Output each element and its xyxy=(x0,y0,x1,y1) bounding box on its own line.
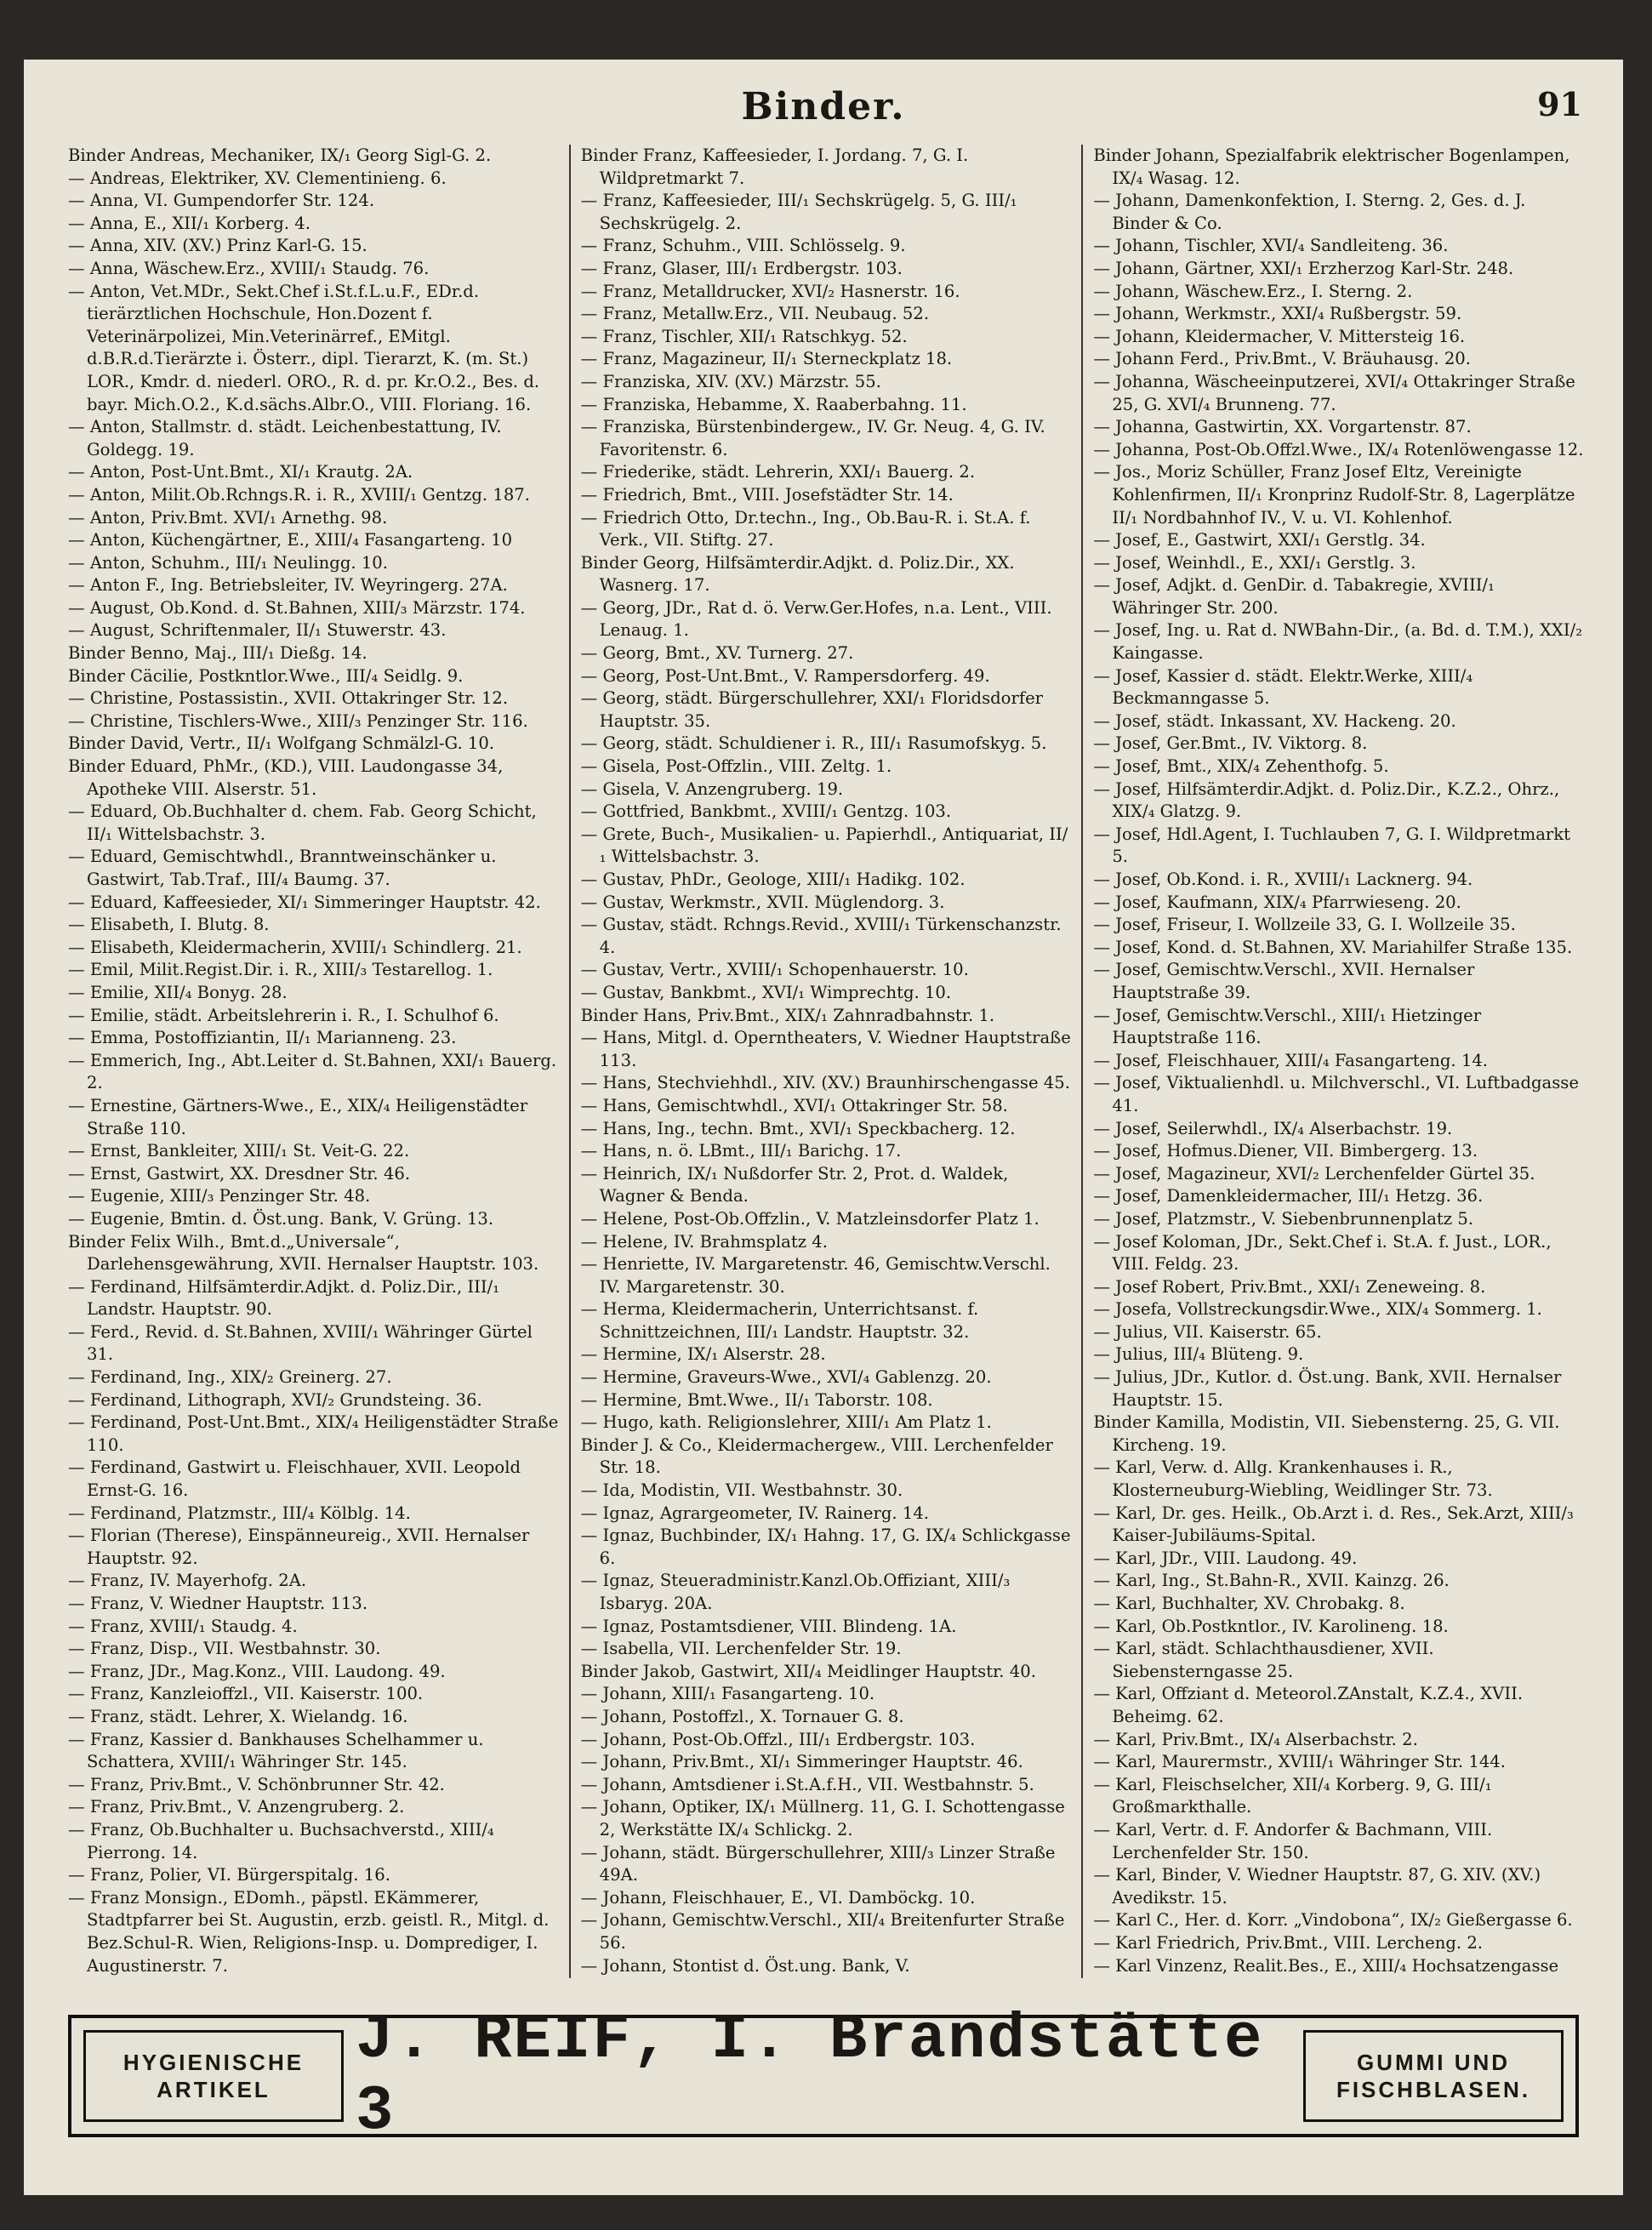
directory-entry: Binder Johann, Spezialfabrik elektrischer Bogenlampen, IX/₄ Wasag. 12. xyxy=(1093,145,1570,188)
directory-entry: Binder Eduard, PhMr., (KD.), VIII. Laudongasse 34, Apotheke VIII. Alserstr. 51. xyxy=(68,756,504,799)
directory-entry: — Georg, Post-Unt.Bmt., V. Rampersdorferg. 49. xyxy=(580,665,990,686)
directory-entry: — Herma, Kleidermacherin, Unterrichtsanst. f. Schnittzeichnen, III/₁ Landstr. Hauptstr. 32. xyxy=(580,1299,979,1342)
directory-entry: — Johann, XIII/₁ Fasangarteng. 10. xyxy=(580,1684,875,1704)
directory-entry: — Emil, Milit.Regist.Dir. i. R., XIII/₃ Testarellog. 1. xyxy=(68,960,493,980)
directory-entry: — Josef, Hofmus.Diener, VII. Bimbergerg. 13. xyxy=(1093,1141,1478,1161)
directory-entry: — Johanna, Wäscheeinputzerei, XVI/₄ Ottakringer Straße 25, G. XVI/₄ Brunneng. 77. xyxy=(1093,371,1575,414)
directory-entry: — Josef, Kassier d. städt. Elektr.Werke, XIII/₄ Beckmanngasse 5. xyxy=(1093,665,1473,709)
directory-entry: Binder Franz, Kaffeesieder, I. Jordang. 7, G. I. Wildpretmarkt 7. xyxy=(580,145,969,188)
directory-entry: — Josef, Hdl.Agent, I. Tuchlauben 7, G. I. Wildpretmarkt 5. xyxy=(1093,824,1571,867)
directory-entry: — Ferdinand, Ing., XIX/₂ Greinerg. 27. xyxy=(68,1367,392,1388)
directory-entry: — Franz, Metalldrucker, XVI/₂ Hasnerstr. 16. xyxy=(580,281,960,301)
directory-entry: — Ignaz, Buchbinder, IX/₁ Hahng. 17, G. IX/₄ Schlickgasse 6. xyxy=(580,1526,1071,1568)
directory-entry: — Johanna, Gastwirtin, XX. Vorgartenstr. 87. xyxy=(1093,417,1472,437)
directory-entry: — Josef, Damenkleidermacher, III/₁ Hetzg. 36. xyxy=(1093,1186,1484,1206)
directory-entry: — Anton, Küchengärtner, E., XIII/₄ Fasangarteng. 10 xyxy=(68,530,513,550)
directory-entry: Binder Kamilla, Modistin, VII. Siebensterng. 25, G. VII. Kircheng. 19. xyxy=(1093,1412,1560,1455)
directory-entry: — Josef, Magazineur, XVI/₂ Lerchenfelder Gürtel 35. xyxy=(1093,1163,1535,1183)
directory-entry: — Franz, IV. Mayerhofg. 2A. xyxy=(68,1571,307,1591)
directory-entry: — Franz, Polier, VI. Bürgerspitalg. 16. xyxy=(68,1865,390,1885)
directory-entry: — Josef Koloman, JDr., Sekt.Chef i. St.A. f. Just., LOR., VIII. Feldg. 23. xyxy=(1093,1231,1552,1275)
directory-entry: — Eugenie, XIII/₃ Penzinger Str. 48. xyxy=(68,1186,371,1206)
directory-entry: — Josef Robert, Priv.Bmt., XXI/₁ Zeneweing. 8. xyxy=(1093,1276,1486,1297)
directory-entry: — Johann, Gärtner, XXI/₁ Erzherzog Karl-Str. 248. xyxy=(1093,258,1514,278)
directory-entry: — Josef, Hilfsämterdir.Adjkt. d. Poliz.Dir., K.Z.2., Ohrz., XIX/₄ Glatzg. 9. xyxy=(1093,779,1560,822)
directory-entry: — Karl, Priv.Bmt., IX/₄ Alserbachstr. 2. xyxy=(1093,1729,1418,1749)
directory-entry: — Josef, Ger.Bmt., IV. Viktorg. 8. xyxy=(1093,733,1368,754)
directory-entry: — Anna, Wäschew.Erz., XVIII/₁ Staudg. 76. xyxy=(68,258,430,278)
directory-entry: — Georg, Bmt., XV. Turnerg. 27. xyxy=(580,643,854,664)
directory-entry: — Eduard, Ob.Buchhalter d. chem. Fab. Georg Schicht, II/₁ Wittelsbachstr. 3. xyxy=(68,801,537,844)
directory-entry: — Franz, städt. Lehrer, X. Wielandg. 16. xyxy=(68,1706,408,1726)
directory-entry: Binder Hans, Priv.Bmt., XIX/₁ Zahnradbahnstr. 1. xyxy=(580,1005,995,1025)
directory-entry: — Emilie, XII/₄ Bonyg. 28. xyxy=(68,982,288,1002)
directory-entry: — Georg, städt. Schuldiener i. R., III/₁ Rasumofskyg. 5. xyxy=(580,733,1047,754)
directory-entry: — Eduard, Kaffeesieder, XI/₁ Simmeringer Hauptstr. 42. xyxy=(68,892,541,912)
directory-entry: — Johann Ferd., Priv.Bmt., V. Bräuhausg. 20. xyxy=(1093,349,1472,369)
directory-entry: — Henriette, IV. Margaretenstr. 46, Gemischtw.Verschl. IV. Margaretenstr. 30. xyxy=(580,1254,1051,1297)
directory-entry: Binder Andreas, Mechaniker, IX/₁ Georg Sigl-G. 2. xyxy=(68,145,492,165)
directory-entry: — Johann, Post-Ob.Offzl., III/₁ Erdbergstr. 103. xyxy=(580,1729,976,1749)
directory-entry: — Josef, Ing. u. Rat d. NWBahn-Dir., (a. Bd. d. T.M.), XXI/₂ Kaingasse. xyxy=(1093,620,1583,664)
directory-entry: — Josef, E., Gastwirt, XXI/₁ Gerstlg. 34. xyxy=(1093,530,1426,550)
directory-entry: — Anna, VI. Gumpendorfer Str. 124. xyxy=(68,191,375,211)
directory-entry: — Hans, Mitgl. d. Operntheaters, V. Wiedner Hauptstraße 113. xyxy=(580,1028,1071,1070)
directory-entry: — Christine, Tischlers-Wwe., XIII/₃ Penzinger Str. 116. xyxy=(68,710,528,731)
directory-entry: — Franz, Priv.Bmt., V. Anzengruberg. 2. xyxy=(68,1797,405,1817)
directory-column-3 xyxy=(1083,145,1594,1978)
directory-entry: — Josef, Gemischtw.Verschl., XIII/₁ Hietzinger Hauptstraße 116. xyxy=(1093,1005,1482,1048)
directory-entry: — Heinrich, IX/₁ Nußdorfer Str. 2, Prot. d. Waldek, Wagner & Benda. xyxy=(580,1163,1009,1206)
directory-entry: Binder J. & Co., Kleidermachergew., VIII. Lerchenfelder Str. 18. xyxy=(580,1434,1053,1478)
directory-entry: — Friedrich, Bmt., VIII. Josefstädter Str. 14. xyxy=(580,484,954,505)
directory-entry: — Isabella, VII. Lerchenfelder Str. 19. xyxy=(580,1639,902,1659)
directory-entry: — Gustav, Vertr., XVIII/₁ Schopenhauerstr. 10. xyxy=(580,960,969,980)
ad-right-line-2: FISCHBLASEN. xyxy=(1336,2077,1531,2102)
directory-entry: — Gustav, Bankbmt., XVI/₁ Wimprechtg. 10. xyxy=(580,982,952,1002)
directory-columns xyxy=(58,145,1594,1978)
directory-entry: — Hermine, IX/₁ Alserstr. 28. xyxy=(580,1344,826,1365)
ad-left-box xyxy=(83,2030,344,2122)
page-header xyxy=(24,85,1623,136)
directory-entry: — Anton, Stallmstr. d. städt. Leichenbestattung, IV. Goldegg. 19. xyxy=(68,417,502,459)
directory-entry: — Hans, n. ö. LBmt., III/₁ Barichg. 17. xyxy=(580,1141,902,1161)
directory-column-1 xyxy=(58,145,571,1978)
directory-entry: — Franz, Magazineur, II/₁ Sterneckplatz 18. xyxy=(580,349,953,369)
directory-entry: — Johann, Kleidermacher, V. Mittersteig 16. xyxy=(1093,326,1466,346)
directory-entry: — Anton, Post-Unt.Bmt., XI/₁ Krautg. 2A. xyxy=(68,462,413,482)
directory-entry: — Franz, JDr., Mag.Konz., VIII. Laudong. 49. xyxy=(68,1661,446,1681)
directory-entry: — Franz, Tischler, XII/₁ Ratschkyg. 52. xyxy=(580,326,908,346)
directory-entry: — Friederike, städt. Lehrerin, XXI/₁ Bauerg. 2. xyxy=(580,462,976,482)
directory-entry: — Franz Monsign., EDomh., päpstl. EKämmerer, Stadtpfarrer bei St. Augustin, erzb. geistl. R., Mitgl. d. Bez.Schul-R. Wien, Religions-Insp. u. Domprediger, I. Augustinerstr. 7. xyxy=(68,1887,550,1976)
directory-entry: — Karl, städt. Schlachthausdiener, XVII. Siebensterngasse 25. xyxy=(1093,1639,1434,1681)
directory-entry: — Ignaz, Agrargeometer, IV. Rainerg. 14. xyxy=(580,1503,930,1523)
directory-entry: — Johann, Optiker, IX/₁ Müllnerg. 11, G. I. Schottengasse 2, Werkstätte IX/₄ Schlickg. 2. xyxy=(580,1797,1065,1839)
ad-main-text: J. REIF, I. Brandstätte 3 xyxy=(356,2005,1264,2147)
directory-entry: — Josef, Viktualienhdl. u. Milchverschl., VI. Luftbadgasse 41. xyxy=(1093,1073,1579,1115)
directory-entry: — Johann, Gemischtw.Verschl., XII/₄ Breitenfurter Straße 56. xyxy=(580,1910,1065,1953)
directory-entry: — Josef, Adjkt. d. GenDir. d. Tabakregie, XVIII/₁ Währinger Str. 200. xyxy=(1093,575,1495,618)
directory-entry: — Josef, Kond. d. St.Bahnen, XV. Mariahilfer Straße 135. xyxy=(1093,937,1573,957)
directory-entry: — Johann, Priv.Bmt., XI/₁ Simmeringer Hauptstr. 46. xyxy=(580,1752,1023,1772)
directory-entry: — Ferdinand, Platzmstr., III/₄ Kölblg. 14. xyxy=(68,1503,411,1523)
directory-entry: — Franz, Kaffeesieder, III/₁ Sechskrügelg. 5, G. III/₁ Sechskrügelg. 2. xyxy=(580,191,1017,233)
directory-entry: — Franz, V. Wiedner Hauptstr. 113. xyxy=(68,1594,368,1613)
directory-entry: — Ferdinand, Hilfsämterdir.Adjkt. d. Poliz.Dir., III/₁ Landstr. Hauptstr. 90. xyxy=(68,1276,500,1320)
directory-entry: Binder Cäcilie, Postkntlor.Wwe., III/₄ Seidlg. 9. xyxy=(68,665,464,686)
directory-entry: — Ferdinand, Post-Unt.Bmt., XIX/₄ Heiligenstädter Straße 110. xyxy=(68,1412,559,1455)
directory-entry: — Josef, Friseur, I. Wollzeile 33, G. I. Wollzeile 35. xyxy=(1093,915,1516,935)
directory-entry: — Anna, XIV. (XV.) Prinz Karl-G. 15. xyxy=(68,236,367,256)
directory-entry: — Georg, städt. Bürgerschullehrer, XXI/₁ Floridsdorfer Hauptstr. 35. xyxy=(580,688,1044,731)
directory-entry: — Josef, Fleischhauer, XIII/₄ Fasangarteng. 14. xyxy=(1093,1050,1489,1070)
directory-entry: — Anton, Milit.Ob.Rchngs.R. i. R., XVIII/₁ Gentzg. 187. xyxy=(68,484,530,505)
directory-entry: — Hugo, kath. Religionslehrer, XIII/₁ Am Platz 1. xyxy=(580,1412,992,1433)
directory-entry: — Franz, Metallw.Erz., VII. Neubaug. 52. xyxy=(580,304,930,324)
advertisement-banner xyxy=(68,2005,1579,2147)
directory-entry: — Johann, Werkmstr., XXI/₄ Rußbergstr. 59. xyxy=(1093,304,1462,324)
directory-entry: — Franz, Priv.Bmt., V. Schönbrunner Str. 42. xyxy=(68,1774,445,1794)
directory-entry: — Ignaz, Steueradministr.Kanzl.Ob.Offiziant, XIII/₃ Isbaryg. 20A. xyxy=(580,1571,1011,1613)
directory-entry: — Hermine, Graveurs-Wwe., XVI/₄ Gablenzg. 20. xyxy=(580,1367,992,1388)
directory-entry: — Karl Vinzenz, Realit.Bes., E., XIII/₄ Hochsatzengasse xyxy=(1093,1955,1559,1976)
directory-entry: — Karl C., Her. d. Korr. „Vindobona“, IX/₂ Gießergasse 6. xyxy=(1093,1910,1573,1931)
directory-entry: — Franziska, Hebamme, X. Raaberbahng. 11. xyxy=(580,394,967,414)
directory-entry: — Franziska, XIV. (XV.) Märzstr. 55. xyxy=(580,371,881,391)
directory-entry: — Helene, Post-Ob.Offzlin., V. Matzleinsdorfer Platz 1. xyxy=(580,1208,1040,1229)
directory-entry: — Elisabeth, Kleidermacherin, XVIII/₁ Schindlerg. 21. xyxy=(68,937,522,957)
directory-entry: — Karl, Offziant d. Meteorol.ZAnstalt, K.Z.4., XVII. Beheimg. 62. xyxy=(1093,1684,1524,1726)
directory-entry xyxy=(68,1977,559,1978)
directory-entry: — Johann, Tischler, XVI/₄ Sandleiteng. 36. xyxy=(1093,236,1449,256)
directory-entry: — Karl, Vertr. d. F. Andorfer & Bachmann, VIII. Lerchenfelder Str. 150. xyxy=(1093,1819,1493,1862)
directory-entry: — Karl, Verw. d. Allg. Krankenhauses i. R., Klosterneuburg-Wiebling, Weidlinger Str. 73. xyxy=(1093,1457,1493,1501)
directory-entry: — Karl, Binder, V. Wiedner Hauptstr. 87, G. XIV. (XV.) Avedikstr. 15. xyxy=(1093,1865,1541,1908)
directory-entry: — Friedrich Otto, Dr.techn., Ing., Ob.Bau-R. i. St.A. f. Verk., VII. Stiftg. 27. xyxy=(580,507,1031,550)
directory-entry: — Hermine, Bmt.Wwe., II/₁ Taborstr. 108. xyxy=(580,1389,933,1410)
directory-entry: Binder David, Vertr., II/₁ Wolfgang Schmälzl-G. 10. xyxy=(68,733,495,754)
directory-entry: — Franz, Schuhm., VIII. Schlösselg. 9. xyxy=(580,236,906,256)
directory-entry: — Franz, Kanzleioffzl., VII. Kaiserstr. 100. xyxy=(68,1684,424,1704)
directory-entry: — Franz, XVIII/₁ Staudg. 4. xyxy=(68,1616,298,1636)
directory-entry: — Johann, Damenkonfektion, I. Sterng. 2, Ges. d. J. Binder & Co. xyxy=(1093,191,1526,233)
directory-entry: — Ida, Modistin, VII. Westbahnstr. 30. xyxy=(580,1480,903,1501)
directory-entry: — Emma, Postoffiziantin, II/₁ Marianneng. 23. xyxy=(68,1028,457,1048)
directory-entry: — Josef, Platzmstr., V. Siebenbrunnenplatz 5. xyxy=(1093,1208,1474,1229)
directory-entry: — Johann, Amtsdiener i.St.A.f.H., VII. Westbahnstr. 5. xyxy=(580,1774,1034,1794)
directory-entry: — Anton F., Ing. Betriebsleiter, IV. Weyringerg. 27A. xyxy=(68,575,508,596)
directory-entry: — Anton, Vet.MDr., Sekt.Chef i.St.f.L.u.F., EDr.d. tierärztlichen Hochschule, Hon.Dozent f. Veterinärpolizei, Min.Veterinärref., EMitgl. d.B.R.d.Tierärzte i. Österr., dipl. Tierarzt, K. (m. St.) LOR., Kmdr. d. niederl. ORO., R. d. pr. Kr.O.2., Bes. d. bayr. Mich.O.2., K.d.sächs.Albr.O., VIII. Floriang. 16. xyxy=(68,281,540,414)
directory-entry: — Gustav, Werkmstr., XVII. Müglendorg. 3. xyxy=(580,892,945,912)
ad-left-line-1: HYGIENISCHE xyxy=(122,2050,305,2075)
directory-entry: — Karl, Ob.Postkntlor., IV. Karolineng. 18. xyxy=(1093,1616,1449,1636)
directory-entry: — Gisela, V. Anzengruberg. 19. xyxy=(580,779,844,799)
directory-entry: — Josef, städt. Inkassant, XV. Hackeng. 20. xyxy=(1093,710,1456,731)
directory-entry: — Elisabeth, I. Blutg. 8. xyxy=(68,915,270,935)
directory-entry: — Karl, Dr. ges. Heilk., Ob.Arzt i. d. Res., Sek.Arzt, XIII/₃ Kaiser-Jubiläums-Spital. xyxy=(1093,1503,1574,1546)
directory-entry: — Ernst, Gastwirt, XX. Dresdner Str. 46. xyxy=(68,1163,411,1183)
directory-entry: — Ernestine, Gärtners-Wwe., E., XIX/₄ Heiligenstädter Straße 110. xyxy=(68,1095,528,1138)
directory-page xyxy=(24,60,1623,2195)
directory-entry: — Josef, Seilerwhdl., IX/₄ Alserbachstr. 19. xyxy=(1093,1118,1453,1138)
directory-entry: — Gustav, PhDr., Geologe, XIII/₁ Hadikg. 102. xyxy=(580,870,966,889)
directory-entry: — Grete, Buch-, Musikalien- u. Papierhdl., Antiquariat, II/₁ Wittelsbachstr. 3. xyxy=(580,824,1068,867)
directory-entry: — August, Schriftenmaler, II/₁ Stuwerstr. 43. xyxy=(68,620,447,641)
directory-entry: — Eduard, Gemischtwhdl., Branntweinschänker u. Gastwirt, Tab.Traf., III/₄ Baumg. 37. xyxy=(68,847,497,889)
ad-right-box xyxy=(1303,2030,1564,2122)
page-number: 91 xyxy=(1537,85,1582,123)
directory-entry: Binder Benno, Maj., III/₁ Dießg. 14. xyxy=(68,643,367,664)
directory-entry: Binder Felix Wilh., Bmt.d.„Universale“, Darlehensgewährung, XVII. Hernalser Hauptstr. 103. xyxy=(68,1231,539,1275)
directory-entry: — Julius, VII. Kaiserstr. 65. xyxy=(1093,1321,1322,1342)
directory-entry: — Johann, Postoffzl., X. Tornauer G. 8. xyxy=(580,1706,904,1726)
directory-entry: — Karl, Buchhalter, XV. Chrobakg. 8. xyxy=(1093,1594,1405,1613)
directory-entry: — Helene, IV. Brahmsplatz 4. xyxy=(580,1231,828,1252)
ad-left-line-2: ARTIKEL xyxy=(157,2077,271,2102)
directory-entry: — August, Ob.Kond. d. St.Bahnen, XIII/₃ Märzstr. 174. xyxy=(68,597,526,618)
directory-entry: — Franz, Kassier d. Bankhauses Schelhammer u. Schattera, XVIII/₁ Währinger Str. 145. xyxy=(68,1729,484,1772)
directory-entry: — Gisela, Post-Offzlin., VIII. Zeltg. 1. xyxy=(580,756,892,777)
directory-entry: — Karl, Fleischselcher, XII/₄ Korberg. 9, G. III/₁ Großmarkthalle. xyxy=(1093,1774,1492,1817)
directory-entry: — Florian (Therese), Einspänneureig., XVII. Hernalser Hauptstr. 92. xyxy=(68,1526,530,1568)
directory-entry: — Johann, Stontist d. Öst.ung. Bank, V. xyxy=(580,1955,910,1976)
directory-entry: — Hans, Gemischtwhdl., XVI/₁ Ottakringer Str. 58. xyxy=(580,1095,1008,1115)
directory-entry: — Ferd., Revid. d. St.Bahnen, XVIII/₁ Währinger Gürtel 31. xyxy=(68,1321,533,1365)
ad-right-line-1: GUMMI UND xyxy=(1356,2050,1511,2075)
directory-entry: — Karl, JDr., VIII. Laudong. 49. xyxy=(1093,1548,1358,1568)
directory-entry: — Anton, Priv.Bmt. XVI/₁ Arnethg. 98. xyxy=(68,507,388,528)
directory-entry: — Franz, Glaser, III/₁ Erdbergstr. 103. xyxy=(580,258,903,278)
directory-entry: Binder Georg, Hilfsämterdir.Adjkt. d. Poliz.Dir., XX. Wasnerg. 17. xyxy=(580,552,1015,596)
directory-entry: — Josefa, Vollstreckungsdir.Wwe., XIX/₄ Sommerg. 1. xyxy=(1093,1299,1542,1320)
directory-entry: — Josef, Kaufmann, XIX/₄ Pfarrwieseng. 20. xyxy=(1093,892,1461,912)
directory-entry: — Jos., Moriz Schüller, Franz Josef Eltz, Vereinigte Kohlenfirmen, II/₁ Kronprinz Rudolf-Str. 8, Lagerplätze II/₁ Nordbahnhof IV., V. u. VI. Kohlenhof. xyxy=(1093,462,1575,528)
directory-entry: — Hans, Stechviehhdl., XIV. (XV.) Braunhirschengasse 45. xyxy=(580,1073,1070,1093)
directory-entry: — Franz, Disp., VII. Westbahnstr. 30. xyxy=(68,1639,381,1659)
directory-entry: — Gustav, städt. Rchngs.Revid., XVIII/₁ Türkenschanzstr. 4. xyxy=(580,915,1062,957)
directory-entry: — Ernst, Bankleiter, XIII/₁ St. Veit-G. 22. xyxy=(68,1141,410,1161)
directory-entry: — Hans, Ing., techn. Bmt., XVI/₁ Speckbacherg. 12. xyxy=(580,1118,1016,1138)
directory-entry: — Georg, JDr., Rat d. ö. Verw.Ger.Hofes, n.a. Lent., VIII. Lenaug. 1. xyxy=(580,597,1052,641)
directory-entry: — Anna, E., XII/₁ Korberg. 4. xyxy=(68,213,310,233)
directory-entry: — Josef, Bmt., XIX/₄ Zehenthofg. 5. xyxy=(1093,756,1389,777)
directory-entry: — Franz, Ob.Buchhalter u. Buchsachverstd., XIII/₄ Pierrong. 14. xyxy=(68,1819,494,1862)
directory-entry: — Franziska, Bürstenbindergew., IV. Gr. Neug. 4, G. IV. Favoritenstr. 6. xyxy=(580,417,1045,459)
directory-entry: — Josef, Gemischtw.Verschl., XVII. Hernalser Hauptstraße 39. xyxy=(1093,960,1475,1002)
directory-entry: — Johann, Fleischhauer, E., VI. Damböckg. 10. xyxy=(580,1887,976,1908)
directory-entry: — Karl, Maurermstr., XVIII/₁ Währinger Str. 144. xyxy=(1093,1752,1506,1772)
directory-entry: — Josef, Weinhdl., E., XXI/₁ Gerstlg. 3. xyxy=(1093,552,1416,573)
directory-entry: — Josef, Ob.Kond. i. R., XVIII/₁ Lacknerg. 94. xyxy=(1093,870,1473,889)
directory-entry: — Karl, Ing., St.Bahn-R., XVII. Kainzg. 26. xyxy=(1093,1571,1450,1591)
directory-column-2 xyxy=(571,145,1084,1978)
directory-entry: — Julius, JDr., Kutlor. d. Öst.ung. Bank, XVII. Hernalser Hauptstr. 15. xyxy=(1093,1367,1562,1410)
directory-entry: — Ferdinand, Gastwirt u. Fleischhauer, XVII. Leopold Ernst-G. 16. xyxy=(68,1457,521,1501)
directory-entry: — Andreas, Elektriker, XV. Clementinieng. 6. xyxy=(68,168,447,188)
directory-entry: — Christine, Postassistin., XVII. Ottakringer Str. 12. xyxy=(68,688,509,709)
directory-entry: — Emilie, städt. Arbeitslehrerin i. R., I. Schulhof 6. xyxy=(68,1005,499,1025)
directory-entry: — Eugenie, Bmtin. d. Öst.ung. Bank, V. Grüng. 13. xyxy=(68,1208,494,1229)
directory-entry: — Johann, Wäschew.Erz., I. Sterng. 2. xyxy=(1093,281,1413,301)
page-title: Binder. xyxy=(741,85,906,128)
directory-entry: — Gottfried, Bankbmt., XVIII/₁ Gentzg. 103. xyxy=(580,801,952,822)
directory-entry: — Karl Friedrich, Priv.Bmt., VIII. Lercheng. 2. xyxy=(1093,1932,1484,1953)
directory-entry: — Johanna, Post-Ob.Offzl.Wwe., IX/₄ Rotenlöwengasse 12. xyxy=(1093,439,1584,459)
directory-entry: — Julius, III/₄ Blüteng. 9. xyxy=(1093,1344,1304,1365)
directory-entry: — Johann, städt. Bürgerschullehrer, XIII/₃ Linzer Straße 49A. xyxy=(580,1842,1056,1885)
directory-entry: — Anton, Schuhm., III/₁ Neulingg. 10. xyxy=(68,552,388,573)
directory-entry: — Emmerich, Ing., Abt.Leiter d. St.Bahnen, XXI/₁ Bauerg. 2. xyxy=(68,1050,557,1093)
directory-entry: — Ferdinand, Lithograph, XVI/₂ Grundsteing. 36. xyxy=(68,1389,482,1410)
directory-entry: Binder Jakob, Gastwirt, XII/₄ Meidlinger Hauptstr. 40. xyxy=(580,1661,1036,1681)
directory-entry: — Ignaz, Postamtsdiener, VIII. Blindeng. 1A. xyxy=(580,1616,957,1636)
